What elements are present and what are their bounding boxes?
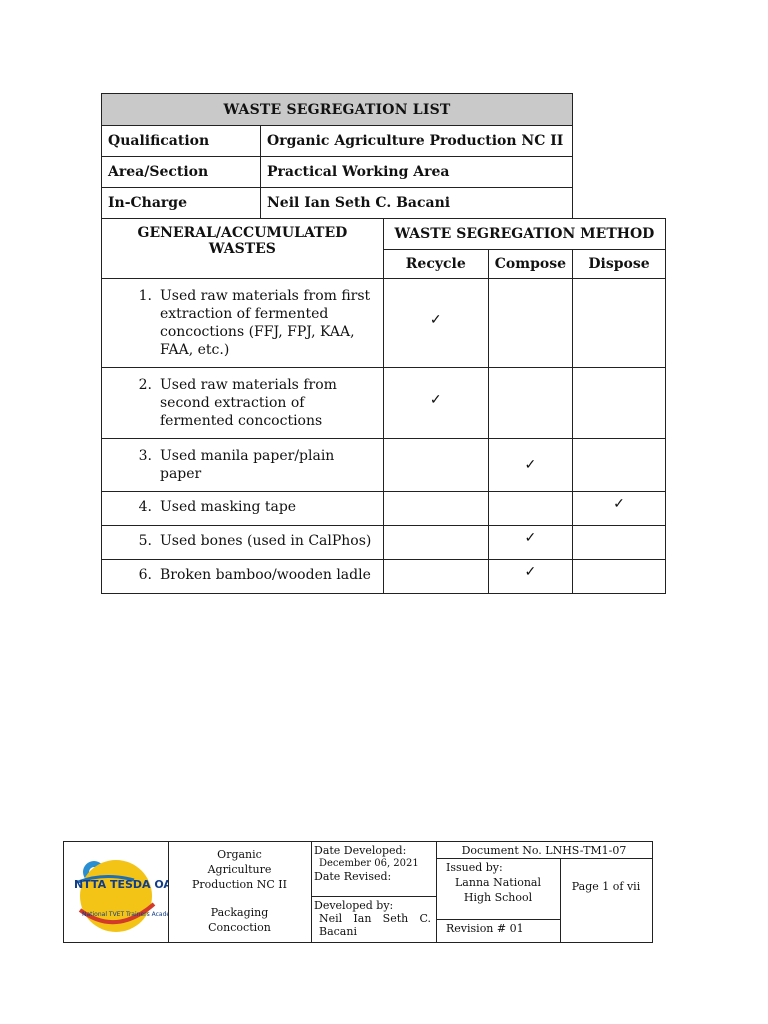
developed-by-line2: Bacani xyxy=(319,925,357,938)
compose-cell xyxy=(488,492,572,526)
wastes-column-header: GENERAL/ACCUMULATED WASTES xyxy=(102,219,384,279)
date-developed-value: December 06, 2021 xyxy=(319,858,419,869)
compose-cell xyxy=(488,439,572,492)
document-footer xyxy=(63,841,653,943)
issued-by-label: Issued by: xyxy=(446,861,503,874)
developed-by-label: Developed by: xyxy=(314,899,394,912)
dispose-cell xyxy=(573,439,666,492)
item-number: 1. xyxy=(138,288,152,304)
table-row xyxy=(102,560,666,594)
check-icon: ✓ xyxy=(524,457,537,473)
date-revised-label: Date Revised: xyxy=(314,870,392,883)
program-line2: Agriculture xyxy=(207,863,272,876)
dispose-cell xyxy=(573,368,666,439)
item-number: 4. xyxy=(138,499,152,515)
program-line3: Production NC II xyxy=(192,878,287,891)
compose-cell xyxy=(488,279,572,368)
date-developed-label: Date Developed: xyxy=(314,844,407,857)
issued-by-line1: Lanna National xyxy=(455,876,541,889)
item-text: Used manila paper/plain paper xyxy=(160,448,335,482)
compose-cell xyxy=(488,560,572,594)
qualification-label: Qualification xyxy=(102,126,261,157)
area-section-label: Area/Section xyxy=(102,157,261,188)
compose-cell xyxy=(488,368,572,439)
item-text: Used masking tape xyxy=(160,499,297,515)
revision-number: Revision # 01 xyxy=(446,922,524,935)
table-row xyxy=(102,526,666,560)
recycle-cell xyxy=(383,526,488,560)
waste-item xyxy=(102,492,384,526)
waste-item xyxy=(102,279,384,368)
page-number: Page 1 of vii xyxy=(571,880,641,893)
recycle-header: Recycle xyxy=(383,250,488,279)
recycle-cell xyxy=(383,560,488,594)
recycle-cell xyxy=(383,279,488,368)
table-title: WASTE SEGREGATION LIST xyxy=(102,94,573,126)
recycle-cell xyxy=(383,492,488,526)
ntta-tesda-logo xyxy=(64,842,168,942)
dates-cell xyxy=(311,842,437,942)
item-number: 3. xyxy=(138,448,152,464)
waste-item xyxy=(102,560,384,594)
module-line2: Concoction xyxy=(208,921,271,934)
program-line1: Organic xyxy=(217,848,262,861)
recycle-cell xyxy=(383,368,488,439)
document-info-cell xyxy=(436,842,652,942)
logo-text: NTTA TESDA OA xyxy=(74,878,168,891)
item-number: 5. xyxy=(138,533,152,549)
issued-by-line2: High School xyxy=(463,891,533,904)
table-row xyxy=(102,439,666,492)
check-icon: ✓ xyxy=(524,530,537,546)
compose-header: Compose xyxy=(488,250,572,279)
dispose-cell xyxy=(573,526,666,560)
item-text: Used bones (used in CalPhos) xyxy=(160,533,372,549)
method-column-header: WASTE SEGREGATION METHOD xyxy=(383,219,665,250)
developed-by-line1: Neil Ian Seth C. xyxy=(319,912,431,925)
dispose-cell xyxy=(573,560,666,594)
dispose-header: Dispose xyxy=(573,250,666,279)
compose-cell xyxy=(488,526,572,560)
program-cell xyxy=(168,842,312,942)
check-icon: ✓ xyxy=(429,312,442,328)
logo-subtext: National TVET Trainers Acad xyxy=(82,911,167,918)
dispose-cell xyxy=(573,492,666,526)
check-icon: ✓ xyxy=(429,392,442,408)
item-number: 6. xyxy=(138,567,152,583)
table-row xyxy=(102,492,666,526)
waste-item xyxy=(102,368,384,439)
waste-item xyxy=(102,439,384,492)
item-number: 2. xyxy=(138,377,152,393)
recycle-cell xyxy=(383,439,488,492)
item-text: Used raw materials from first extraction of fermented concoctions (FFJ, FPJ, KAA, FAA, etc.) xyxy=(160,288,371,358)
check-icon: ✓ xyxy=(613,496,625,512)
item-text: Broken bamboo/wooden ladle xyxy=(160,567,371,583)
waste-segregation-table xyxy=(101,93,666,594)
waste-item xyxy=(102,526,384,560)
module-line1: Packaging xyxy=(210,906,269,919)
dispose-cell xyxy=(573,279,666,368)
document-number: Document No. LNHS-TM1-07 xyxy=(461,844,627,857)
qualification-value: Organic Agriculture Production NC II xyxy=(261,126,573,157)
table-row xyxy=(102,279,666,368)
area-section-value: Practical Working Area xyxy=(261,157,573,188)
check-icon: ✓ xyxy=(524,564,537,580)
table-row xyxy=(102,368,666,439)
in-charge-label: In-Charge xyxy=(102,188,261,219)
logo-cell xyxy=(64,842,169,942)
item-text: Used raw materials from second extraction of fermented concoctions xyxy=(160,377,337,429)
in-charge-value: Neil Ian Seth C. Bacani xyxy=(261,188,573,219)
